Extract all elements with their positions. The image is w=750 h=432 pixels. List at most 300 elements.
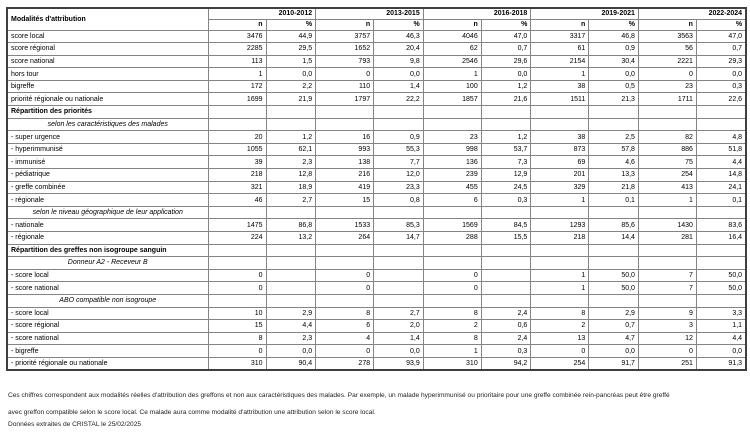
cell: 0 <box>316 269 374 282</box>
cell: 4,4 <box>696 332 746 345</box>
cell <box>208 257 266 270</box>
cell: 201 <box>531 169 589 182</box>
cell: 7 <box>638 269 696 282</box>
cell <box>696 244 746 257</box>
row-label: - hyperimmunisé <box>7 143 208 156</box>
cell: 873 <box>531 143 589 156</box>
cell <box>208 118 266 131</box>
cell: 0,3 <box>481 194 531 207</box>
cell: 3757 <box>316 30 374 43</box>
table-row <box>7 80 746 93</box>
cell: 15,5 <box>481 232 531 245</box>
cell: 2,0 <box>374 320 424 333</box>
cell: 310 <box>423 357 481 370</box>
cell: 1699 <box>208 93 266 106</box>
cell: 1 <box>531 269 589 282</box>
cell <box>638 106 696 119</box>
cell <box>638 257 696 270</box>
cell <box>374 282 424 295</box>
cell: 216 <box>316 169 374 182</box>
table-row <box>7 232 746 245</box>
cell: 46,3 <box>374 30 424 43</box>
row-label: - bigreffe <box>7 345 208 358</box>
cell <box>589 257 639 270</box>
table-title-cell: Modalités d'attribution <box>7 8 208 30</box>
cell: 29,3 <box>696 55 746 68</box>
cell: 50,0 <box>589 282 639 295</box>
cell: 0,0 <box>696 68 746 81</box>
cell: 94,2 <box>481 357 531 370</box>
cell: 83,6 <box>696 219 746 232</box>
cell: 886 <box>638 143 696 156</box>
cell <box>266 118 316 131</box>
table-row <box>7 282 746 295</box>
cell: 38 <box>531 80 589 93</box>
cell: 84,5 <box>481 219 531 232</box>
cell: 15 <box>316 194 374 207</box>
cell: 14,4 <box>589 232 639 245</box>
cell: 993 <box>316 143 374 156</box>
cell <box>374 118 424 131</box>
cell: 75 <box>638 156 696 169</box>
period-header: 2022-2024 <box>638 8 746 19</box>
subsection-header-row <box>7 257 746 270</box>
cell <box>266 257 316 270</box>
section-header-row <box>7 106 746 119</box>
cell: 13,2 <box>266 232 316 245</box>
cell <box>374 269 424 282</box>
table-row <box>7 93 746 106</box>
cell <box>316 244 374 257</box>
cell: 0,9 <box>589 43 639 56</box>
row-label: - priorité régionale ou nationale <box>7 357 208 370</box>
cell <box>266 106 316 119</box>
row-label: - nationale <box>7 219 208 232</box>
cell: 2,4 <box>481 332 531 345</box>
cell: 218 <box>208 169 266 182</box>
cell: 47,0 <box>481 30 531 43</box>
cell <box>696 257 746 270</box>
cell: 113 <box>208 55 266 68</box>
cell <box>696 118 746 131</box>
cell: 1,2 <box>481 131 531 144</box>
cell: 4046 <box>423 30 481 43</box>
cell: 16 <box>316 131 374 144</box>
subsection-header-row <box>7 294 746 307</box>
cell: 0 <box>423 269 481 282</box>
period-header-row <box>7 8 746 19</box>
footnotes <box>8 391 748 432</box>
cell: 0,0 <box>266 68 316 81</box>
cell: 281 <box>638 232 696 245</box>
cell: 23 <box>638 80 696 93</box>
footnote-line-2: avec greffon compatible selon le score local. Ce malade aura comme modalité d'attribution une attribution selon le score local. <box>8 409 376 416</box>
subheader-percent: % <box>266 19 316 30</box>
cell: 2,3 <box>266 332 316 345</box>
cell: 0,8 <box>374 194 424 207</box>
subheader-percent: % <box>696 19 746 30</box>
cell: 86,8 <box>266 219 316 232</box>
cell: 24,5 <box>481 181 531 194</box>
table-header <box>7 8 746 30</box>
table-row <box>7 320 746 333</box>
cell: 56 <box>638 43 696 56</box>
cell: 16,4 <box>696 232 746 245</box>
cell <box>374 206 424 219</box>
row-label: score local <box>7 30 208 43</box>
cell: 321 <box>208 181 266 194</box>
cell <box>374 244 424 257</box>
row-label: score régional <box>7 43 208 56</box>
cell <box>696 294 746 307</box>
cell <box>589 206 639 219</box>
cell: 1475 <box>208 219 266 232</box>
subsection-header-row <box>7 206 746 219</box>
cell: 110 <box>316 80 374 93</box>
cell <box>208 294 266 307</box>
cell: 3476 <box>208 30 266 43</box>
cell <box>531 106 589 119</box>
period-header: 2016-2018 <box>423 8 531 19</box>
table-row <box>7 143 746 156</box>
cell: 9,8 <box>374 55 424 68</box>
cell: 264 <box>316 232 374 245</box>
cell: 138 <box>316 156 374 169</box>
cell: 2,3 <box>266 156 316 169</box>
cell <box>531 257 589 270</box>
cell: 1569 <box>423 219 481 232</box>
cell <box>589 106 639 119</box>
cell: 14,8 <box>696 169 746 182</box>
cell <box>696 206 746 219</box>
cell: 0,0 <box>696 345 746 358</box>
cell <box>374 257 424 270</box>
cell: 2,2 <box>266 80 316 93</box>
subsection-header-row <box>7 118 746 131</box>
cell: 90,4 <box>266 357 316 370</box>
cell: 0,0 <box>374 345 424 358</box>
cell: 47,0 <box>696 30 746 43</box>
cell: 4 <box>316 332 374 345</box>
cell: 21,6 <box>481 93 531 106</box>
table-row <box>7 269 746 282</box>
cell: 0 <box>316 68 374 81</box>
row-label: - score national <box>7 282 208 295</box>
cell: 1857 <box>423 93 481 106</box>
cell: 0 <box>208 269 266 282</box>
table-row <box>7 43 746 56</box>
row-label: - score régional <box>7 320 208 333</box>
data-source-note: Données extraites de CRISTAL le 25/02/2025 <box>8 421 142 428</box>
cell <box>481 118 531 131</box>
cell <box>423 118 481 131</box>
row-label: ABO compatible non isogroupe <box>7 294 208 307</box>
period-header: 2010-2012 <box>208 8 316 19</box>
cell: 0 <box>316 345 374 358</box>
cell: 1,2 <box>266 131 316 144</box>
cell: 29,6 <box>481 55 531 68</box>
cell: 0,6 <box>481 320 531 333</box>
cell: 2,9 <box>266 307 316 320</box>
cell: 50,0 <box>696 269 746 282</box>
cell: 2 <box>531 320 589 333</box>
cell: 0 <box>638 345 696 358</box>
cell: 7,7 <box>374 156 424 169</box>
cell: 136 <box>423 156 481 169</box>
section-header-row <box>7 244 746 257</box>
cell: 4,8 <box>696 131 746 144</box>
cell: 1 <box>531 194 589 207</box>
cell: 0,0 <box>589 345 639 358</box>
row-label: score national <box>7 55 208 68</box>
cell <box>423 294 481 307</box>
cell: 1055 <box>208 143 266 156</box>
cell: 7,3 <box>481 156 531 169</box>
cell: 251 <box>638 357 696 370</box>
cell: 44,9 <box>266 30 316 43</box>
cell: 91,3 <box>696 357 746 370</box>
cell: 85,3 <box>374 219 424 232</box>
cell: 1,2 <box>481 80 531 93</box>
cell: 0,7 <box>696 43 746 56</box>
cell <box>208 244 266 257</box>
table-row <box>7 30 746 43</box>
row-label: hors tour <box>7 68 208 81</box>
cell <box>266 269 316 282</box>
cell: 1,5 <box>266 55 316 68</box>
cell: 85,6 <box>589 219 639 232</box>
cell <box>481 206 531 219</box>
cell: 1,4 <box>374 332 424 345</box>
table-row <box>7 307 746 320</box>
cell <box>531 118 589 131</box>
cell: 0 <box>638 68 696 81</box>
cell: 39 <box>208 156 266 169</box>
cell: 2,7 <box>374 307 424 320</box>
cell: 218 <box>531 232 589 245</box>
cell: 12,0 <box>374 169 424 182</box>
cell: 29,5 <box>266 43 316 56</box>
cell: 53,7 <box>481 143 531 156</box>
row-label: bigreffe <box>7 80 208 93</box>
row-label: Donneur A2 - Receveur B <box>7 257 208 270</box>
cell: 793 <box>316 55 374 68</box>
cell: 51,8 <box>696 143 746 156</box>
cell: 1 <box>638 194 696 207</box>
cell: 0,0 <box>374 68 424 81</box>
cell: 61 <box>531 43 589 56</box>
cell <box>316 118 374 131</box>
cell <box>266 282 316 295</box>
cell <box>208 206 266 219</box>
cell <box>208 106 266 119</box>
cell <box>316 257 374 270</box>
cell <box>481 294 531 307</box>
period-header: 2013-2015 <box>316 8 424 19</box>
cell <box>481 282 531 295</box>
cell <box>481 269 531 282</box>
table-row <box>7 332 746 345</box>
cell: 329 <box>531 181 589 194</box>
cell: 46,8 <box>589 30 639 43</box>
cell: 21,3 <box>589 93 639 106</box>
footnote-line-1: Ces chiffres correspondent aux modalités réelles d'attribution des greffons et non aux caractéristiques des malades. Par exemple, un malade hyperimmunisé ou prioritaire pour une greffe combinée rein-pancréas peut être greffé <box>8 392 670 399</box>
cell: 3317 <box>531 30 589 43</box>
cell: 57,8 <box>589 143 639 156</box>
cell: 55,3 <box>374 143 424 156</box>
row-label: - régionale <box>7 232 208 245</box>
row-label: - régionale <box>7 194 208 207</box>
cell: 1 <box>423 68 481 81</box>
cell: 3 <box>638 320 696 333</box>
table-row <box>7 55 746 68</box>
cell <box>481 244 531 257</box>
subheader-n: n <box>208 19 266 30</box>
cell <box>481 106 531 119</box>
cell: 0,7 <box>481 43 531 56</box>
cell: 2 <box>423 320 481 333</box>
row-label: - score local <box>7 269 208 282</box>
cell: 1511 <box>531 93 589 106</box>
subheader-percent: % <box>481 19 531 30</box>
cell: 419 <box>316 181 374 194</box>
cell: 0,1 <box>696 194 746 207</box>
cell <box>266 206 316 219</box>
cell <box>316 106 374 119</box>
cell: 1711 <box>638 93 696 106</box>
subheader-percent: % <box>589 19 639 30</box>
cell: 6 <box>316 320 374 333</box>
cell: 8 <box>423 307 481 320</box>
cell: 21,8 <box>589 181 639 194</box>
cell: 0 <box>423 282 481 295</box>
table-row <box>7 194 746 207</box>
cell: 69 <box>531 156 589 169</box>
cell: 254 <box>531 357 589 370</box>
cell <box>423 106 481 119</box>
cell <box>423 257 481 270</box>
cell: 2,5 <box>589 131 639 144</box>
cell: 8 <box>531 307 589 320</box>
attribution-table <box>6 7 747 371</box>
cell: 2285 <box>208 43 266 56</box>
cell: 62,1 <box>266 143 316 156</box>
table-row <box>7 181 746 194</box>
cell: 1,1 <box>696 320 746 333</box>
cell: 93,9 <box>374 357 424 370</box>
cell: 4,7 <box>589 332 639 345</box>
cell: 38 <box>531 131 589 144</box>
cell: 13,3 <box>589 169 639 182</box>
cell: 22,6 <box>696 93 746 106</box>
cell: 10 <box>208 307 266 320</box>
cell <box>266 294 316 307</box>
table-row <box>7 68 746 81</box>
cell <box>531 206 589 219</box>
cell: 14,7 <box>374 232 424 245</box>
cell: 30,4 <box>589 55 639 68</box>
cell: 254 <box>638 169 696 182</box>
row-label: - super urgence <box>7 131 208 144</box>
cell: 91,7 <box>589 357 639 370</box>
cell <box>423 244 481 257</box>
cell: 62 <box>423 43 481 56</box>
cell: 3,3 <box>696 307 746 320</box>
cell: 21,9 <box>266 93 316 106</box>
cell: 0,3 <box>481 345 531 358</box>
cell: 2,9 <box>589 307 639 320</box>
cell: 239 <box>423 169 481 182</box>
cell: 0 <box>208 345 266 358</box>
cell: 8 <box>423 332 481 345</box>
cell: 1797 <box>316 93 374 106</box>
cell: 8 <box>316 307 374 320</box>
cell <box>696 106 746 119</box>
cell: 1430 <box>638 219 696 232</box>
cell: 2154 <box>531 55 589 68</box>
cell: 20 <box>208 131 266 144</box>
cell: 278 <box>316 357 374 370</box>
cell: 0,0 <box>589 68 639 81</box>
cell: 1293 <box>531 219 589 232</box>
table-row <box>7 357 746 370</box>
cell: 9 <box>638 307 696 320</box>
subheader-n: n <box>423 19 481 30</box>
cell: 15 <box>208 320 266 333</box>
cell: 2,4 <box>481 307 531 320</box>
period-header: 2019-2021 <box>531 8 639 19</box>
cell: 82 <box>638 131 696 144</box>
row-label: - greffe combinée <box>7 181 208 194</box>
cell <box>266 244 316 257</box>
row-label: - score local <box>7 307 208 320</box>
cell: 6 <box>423 194 481 207</box>
cell: 0 <box>316 282 374 295</box>
cell: 4,4 <box>266 320 316 333</box>
cell: 24,1 <box>696 181 746 194</box>
cell <box>589 118 639 131</box>
table-body <box>7 30 746 370</box>
cell <box>374 106 424 119</box>
cell: 455 <box>423 181 481 194</box>
cell: 46 <box>208 194 266 207</box>
cell: 1 <box>531 68 589 81</box>
subheader-percent: % <box>374 19 424 30</box>
cell: 23,3 <box>374 181 424 194</box>
cell: 12 <box>638 332 696 345</box>
cell: 4,4 <box>696 156 746 169</box>
cell: 0,3 <box>696 80 746 93</box>
cell: 50,0 <box>696 282 746 295</box>
cell: 1 <box>208 68 266 81</box>
cell: 8 <box>208 332 266 345</box>
table-row <box>7 345 746 358</box>
cell: 0,5 <box>589 80 639 93</box>
cell: 0 <box>208 282 266 295</box>
row-label: Répartition des priorités <box>7 106 208 119</box>
cell: 0 <box>531 345 589 358</box>
cell: 12,8 <box>266 169 316 182</box>
row-label: selon le niveau géographique de leur application <box>7 206 208 219</box>
cell <box>423 206 481 219</box>
row-label: - score national <box>7 332 208 345</box>
table-row <box>7 219 746 232</box>
cell <box>638 244 696 257</box>
cell: 413 <box>638 181 696 194</box>
cell <box>531 244 589 257</box>
subheader-n: n <box>531 19 589 30</box>
cell <box>316 294 374 307</box>
